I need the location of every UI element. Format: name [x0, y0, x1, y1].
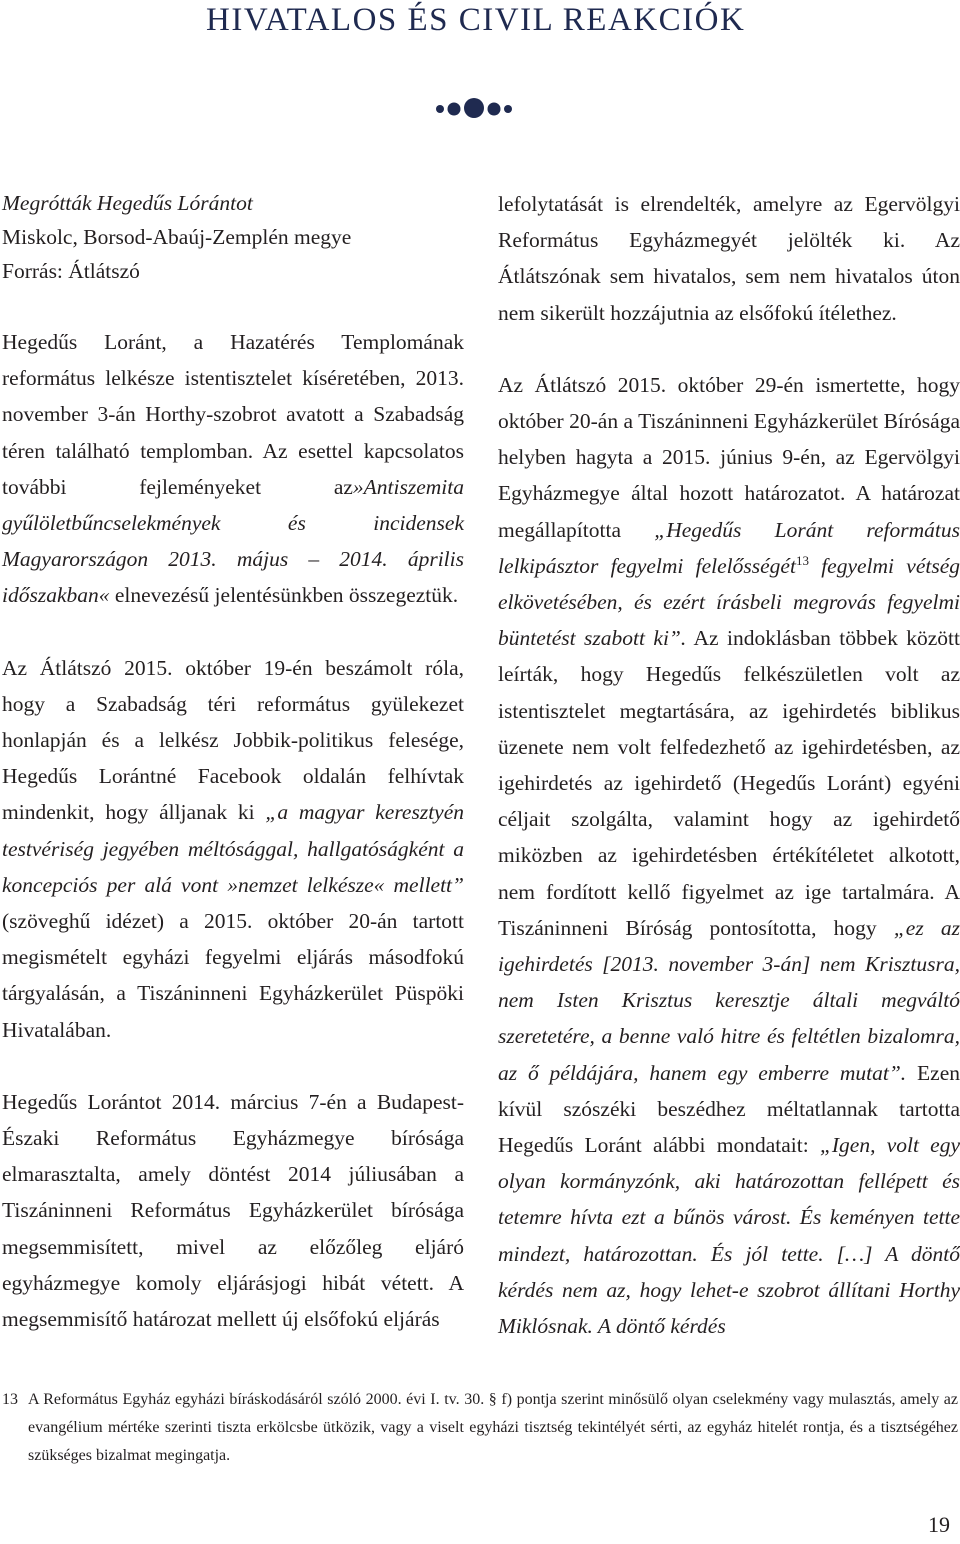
report-title: »Antiszemita gyűlöletbűncselekmények és incidensek Magyarországon 2013. május – 2014. április időszakban«	[2, 474, 464, 608]
quote: fegyelmi vétség elkövetésében, és ezért írásbeli megrovás fegyelmi büntetést szabott ki”.	[498, 553, 960, 651]
paragraph: Hegedűs Lorántot 2014. március 7-én a Budapest-Északi Református Egyházmegye bírósága elmarasztalta, amely döntést 2014 júliusában a Tiszáninneni Református Egyházkerület bírósága megsemmisített, mivel az előzőleg eljáró egyházmegye komoly eljárásjogi hibát vétett. A megsemmisítő határozat mellett új elsőfokú eljárás	[2, 1089, 464, 1332]
entry-heading	[2, 186, 464, 288]
paragraph: Hegedűs Loránt, a Hazatérés Templomának református lelkésze istentisztelet kíséretében, 2013. november 3-án Horthy-szobrot avatott a Szabadság téren található templomban. Az esettel kapcsolatos további fejleményeket az»Antiszemita gyűlöletbűncselekmények és incidensek Magyarországon 2013. május – 2014. április időszakban« elnevezésű jelentésünkben összegeztük.	[2, 330, 464, 608]
footnote-number: 13	[2, 1391, 18, 1408]
quote: „ez az igehirdetés [2013. november 3-án] nem Krisztusra, nem Isten Krisztus keresztje általi megváltó szeretetére, a benne való hitre és feltétlen bizalomra, az ő példájára, hanem egy emberre mutat”.	[498, 915, 960, 1085]
dots-ornament-icon	[434, 96, 514, 122]
entry-location: Miskolc, Borsod-Abaúj-Zemplén megye	[2, 225, 352, 249]
paragraph: lefolytatását is elrendelték, amelyre az Egervölgyi Református Egyházmegyét jelölték ki. Az Átlátszónak sem hivatalos, sem nem hivatalos úton nem sikerült hozzájutnia az elsőfokú ítélethez.	[498, 192, 960, 325]
entry-title: Megrótták Hegedűs Lórántot	[2, 191, 253, 215]
right-column	[498, 186, 960, 1344]
footnote-text: A Református Egyház egyházi bíráskodásáról szóló 2000. évi I. tv. 30. § f) pontja szerint minősülő olyan cselekmény vagy mulasztás, amely az evangélium mértéke szerinti tiszta erkölcsbe ütközik, vagy a viselt egyházi tisztség tekintélyét sérti, az egyház hitelét rontja, és a tisztségéhez szükséges bizalmat megingatja.	[28, 1391, 958, 1464]
left-column	[2, 186, 464, 1337]
quote: „a magyar keresztyén testvériség jegyében méltósággal, hallgatóságként a koncepciós per alá vont »nemzet lelkésze« mellett”	[2, 800, 464, 897]
paragraph: Az Átlátszó 2015. október 19-én beszámolt róla, hogy a Szabadság téri református gyülekezet honlapján és a lelkész Jobbik-politikus felesége, Hegedűs Lorántné Facebook oldalán felhívtak mindenkit, hogy álljanak ki „a magyar keresztyén testvériség jegyében méltósággal, hallgatóságként a koncepciós per alá vont »nemzet lelkésze« mellett” (szöveghű idézet) a 2015. október 20-án tartott megismételt egyházi fegyelmi eljárás másodfokú tárgyalásán, a Tiszáninneni Egyházkerület Püspöki Hivatalában.	[2, 655, 464, 1042]
page-number: 19	[928, 1512, 950, 1537]
paragraph: Az Átlátszó 2015. október 29-én ismertette, hogy október 20-án a Tiszáninneni Egyházkerület Bírósága helyben hagyta a 2015. június 9-én, az Egervölgyi Egyházmegye által hozott határozatot. A határozat megállapította „Hegedűs Loránt református lelkipásztor fegyelmi felelősségét$^{13}$ fegyelmi vétség elkövetésében, és ezért írásbeli megrovás fegyelmi büntetést szabott ki”. Az indoklásban többek között leírták, hogy Hegedűs felkészületlen volt az istentisztelet megtartására, az igehirdetés biblikus üzenete nem volt felfedezhető az igehirdetésben, az igehirdetés az igehirdető (Hegedűs Loránt) egyéni céljait szolgálta, valamint hogy az igehirdető miközben az igehirdetésben értékítéletet alkotott, nem fordított kellő figyelmet az ige tartalmára. A Tiszáninneni Bíróság pontosította, hogy „ez az igehirdetés [2013. november 3-án] nem Krisztusra, nem Isten Krisztus keresztje általi megváltó szeretetére, a benne való hitre és feltétlen bizalomra, az ő példájára, hanem egy emberre mutat”. Ezen kívül szószéki beszédhez méltatlannak tartotta Hegedűs Loránt alábbi mondatait: „Igen, volt egy olyan kormányzónk, aki határozottan fellépett és tetemre hívta ezt a bűnös várost. És keményen tette mindezt, határozottan. És jól tette. […] A döntő kérdés nem az, hogy lehet-e szobrot állítani Horthy Miklósnak. A döntő kérdés	[498, 372, 960, 1339]
footnote	[2, 1386, 958, 1470]
quote: „Hegedűs Loránt református lelkipásztor fegyelmi felelősségét	[498, 517, 960, 578]
quote: „Igen, volt egy olyan kormányzónk, aki határozottan fellépett és tetemre hívta ezt a bűnös várost. És keményen tette mindezt, határozottan. És jól tette. […] A döntő kérdés nem az, hogy lehet-e szobrot állítani Horthy Miklósnak. A döntő kérdés	[498, 1133, 960, 1339]
section-title: HIVATALOS ÉS CIVIL REAKCIÓK	[206, 2, 746, 38]
footnote-ref[interactable]: 13	[795, 552, 809, 568]
entry-source: Forrás: Átlátszó	[2, 259, 140, 283]
